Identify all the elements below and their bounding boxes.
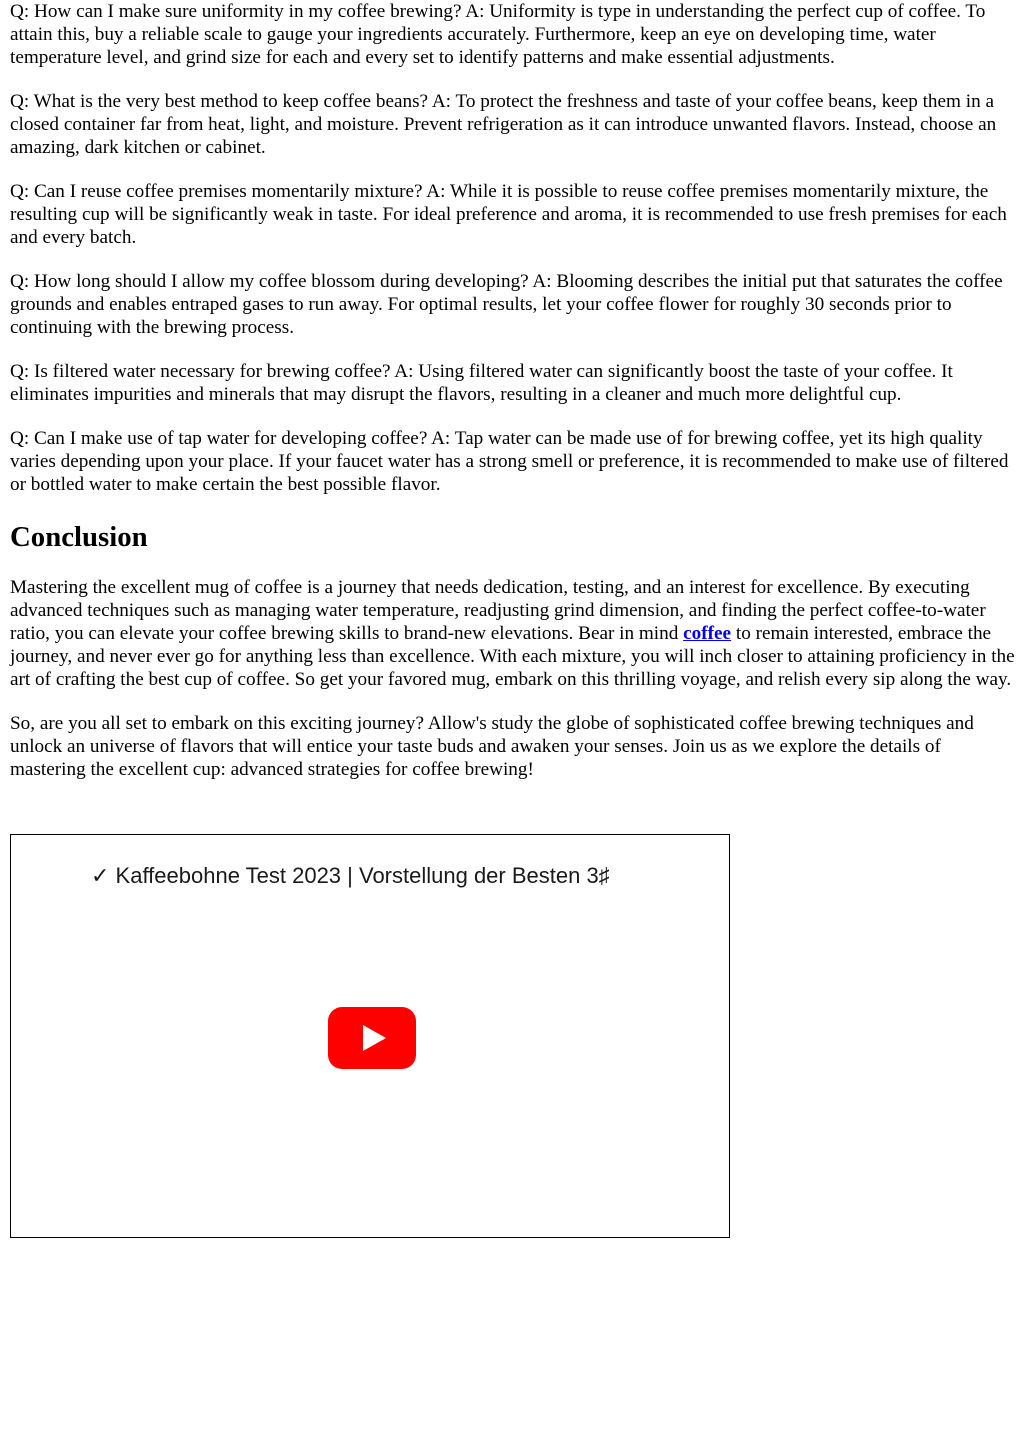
faq-item-3: Q: Can I reuse coffee premises momentarily mixture? A: While it is possible to reuse coffee premises momentarily mixture, the resulting cup will be significantly weak in taste. For ideal preference and aroma, it is recommended to use fresh premises for each and every batch.: [10, 181, 1007, 248]
conclusion-text-after-link: to remain interested, embrace the journey, and never ever go for anything less than excellence. With each mixture, you will inch closer to attaining proficiency in the art of crafting the best cup of coffee. So get your favored mug, embark on this thrilling voyage, and relish every sip along the way.: [10, 623, 1015, 690]
faq-item-1: Q: How can I make sure uniformity in my coffee brewing? A: Uniformity is type in understanding the perfect cup of coffee. To attain this, buy a reliable scale to gauge your ingredients accurately. Furthermore, keep an eye on developing time, water temperature level, and grind size for each and every set to identify patterns and make essential adjustments.: [10, 1, 986, 68]
faq-item-2: Q: What is the very best method to keep coffee beans? A: To protect the freshness and taste of your coffee beans, keep them in a closed container far from heat, light, and moisture. Prevent refrigeration as it can introduce unwanted flavors. Instead, choose an amazing, dark kitchen or cabinet.: [10, 91, 997, 158]
faq-item-6: Q: Can I make use of tap water for developing coffee? A: Tap water can be made use of for brewing coffee, yet its high quality varies depending upon your place. If your faucet water has a strong smell or preference, it is recommended to make use of filtered or bottled water to make certain the best possible flavor.: [10, 428, 1009, 495]
youtube-play-icon[interactable]: [328, 1007, 416, 1069]
conclusion-paragraph-2: So, are you all set to embark on this exciting journey? Allow's study the globe of sophisticated coffee brewing techniques and unlock an universe of flavors that will entice your taste buds and awaken your senses. Join us as we explore the details of mastering the excellent cup: advanced strategies for coffee brewing!: [10, 713, 974, 780]
video-title[interactable]: ✓ Kaffeebohne Test 2023 | Vorstellung der Besten 3♯: [91, 863, 610, 888]
conclusion-paragraph-1: [10, 576, 1018, 691]
faq-item-4: Q: How long should I allow my coffee blossom during developing? A: Blooming describes the initial put that saturates the coffee grounds and enables entraped gases to run away. For optimal results, let your coffee flower for roughly 30 seconds prior to continuing with the brewing process.: [10, 271, 1003, 338]
video-embed[interactable]: [10, 834, 730, 1238]
faq-item-5: Q: Is filtered water necessary for brewing coffee? A: Using filtered water can significantly boost the taste of your coffee. It eliminates impurities and minerals that may disrupt the flavors, resulting in a cleaner and much more delightful cup.: [10, 361, 953, 405]
coffee-link[interactable]: coffee: [683, 623, 732, 644]
article-body: [10, 0, 1018, 781]
conclusion-text-before-link: Mastering the excellent mug of coffee is a journey that needs dedication, testing, and an interest for excellence. By executing advanced techniques such as managing water temperature, readjusting grind dimension, and finding the perfect coffee-to-water ratio, you can elevate your coffee brewing skills to brand-new elevations. Bear in mind: [10, 577, 986, 644]
conclusion-heading: Conclusion: [10, 521, 148, 553]
